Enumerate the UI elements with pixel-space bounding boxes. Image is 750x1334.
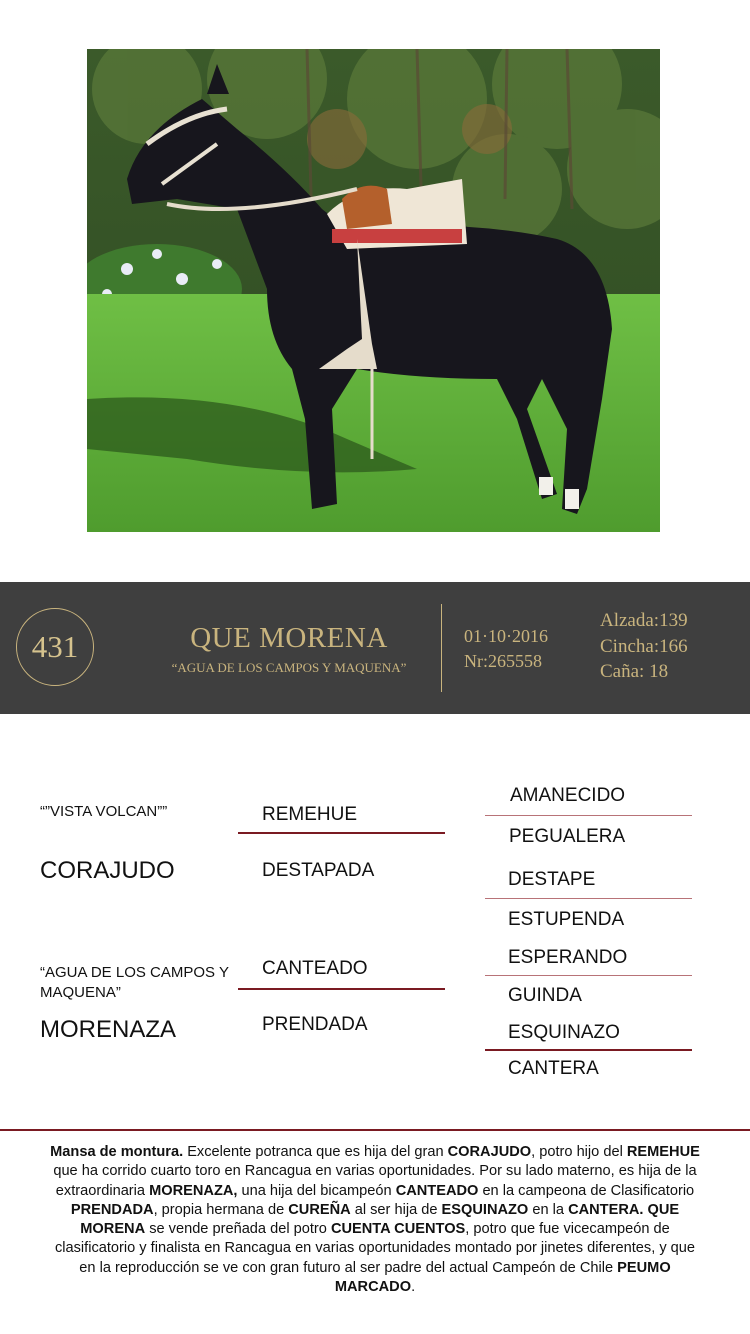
description-bold-text: PEUMO MARCADO bbox=[334, 1259, 671, 1296]
sire-dam: DESTAPADA bbox=[262, 860, 375, 881]
sire-name: CORAJUDO bbox=[40, 857, 175, 884]
description-text: en la bbox=[528, 1201, 569, 1218]
dam-sire: CANTEADO bbox=[262, 958, 368, 979]
birth-date: 01·10·2016 bbox=[464, 626, 548, 646]
horse-meta bbox=[464, 624, 548, 674]
cana-measure: Caña: 18 bbox=[600, 661, 669, 682]
description-text: al ser hija de bbox=[350, 1201, 442, 1218]
description-text: una hija del bicampeón bbox=[237, 1182, 396, 1199]
horse-measures bbox=[600, 608, 688, 685]
sire-breeder: “”VISTA VOLCAN”” bbox=[40, 803, 168, 820]
cincha-measure: Cincha:166 bbox=[600, 635, 688, 657]
description-bold-text: ESQUINAZO bbox=[441, 1201, 529, 1218]
description-text: , propia hermana de bbox=[153, 1201, 289, 1218]
description-bold-text: Mansa de montura. bbox=[50, 1144, 184, 1160]
description-divider bbox=[0, 1129, 750, 1131]
registry-number: Nr:265558 bbox=[464, 651, 542, 671]
lot-number-badge bbox=[16, 608, 94, 686]
lot-number: 431 bbox=[31, 629, 79, 664]
dam-sire-sire: ESPERANDO bbox=[508, 947, 628, 968]
pedigree-divider bbox=[485, 975, 692, 976]
description-text: , potro hijo del bbox=[531, 1144, 627, 1160]
alzada-measure: Alzada:139 bbox=[600, 610, 688, 631]
description-bold-text: CANTEADO bbox=[395, 1182, 479, 1199]
sire-sire-sire: AMANECIDO bbox=[510, 785, 626, 806]
dam-dam-sire: ESQUINAZO bbox=[508, 1022, 620, 1043]
description-text: , potro que fue vicecampeón de clasificatorio y finalista en Rancagua en varias oportunidades montado por jinetes diferentes, y que en la reproducción se ve con gran futuro al ser padre del actual Campeón de Chile bbox=[54, 1221, 696, 1276]
horse-name: QUE MORENA bbox=[190, 622, 388, 654]
pedigree-divider bbox=[238, 988, 445, 990]
description-bold-text: PRENDADA bbox=[70, 1201, 154, 1218]
dam-name: MORENAZA bbox=[40, 1016, 177, 1043]
description-text: que ha corrido cuarto toro en Rancagua en varias oportunidades. Por su lado materno, es hija de la extraordinaria bbox=[53, 1163, 697, 1199]
description-bold-text: CANTERA. QUE MORENA bbox=[80, 1201, 680, 1238]
band-divider bbox=[441, 604, 442, 692]
description-text: en la campeona de Clasificatorio bbox=[478, 1182, 695, 1199]
pedigree-divider bbox=[485, 1049, 692, 1051]
dam-dam: PRENDADA bbox=[262, 1014, 368, 1035]
dam-breeder: “AGUA DE LOS CAMPOS Y MAQUENA” bbox=[40, 964, 229, 1001]
description-bold-text: CORAJUDO bbox=[447, 1144, 532, 1160]
sire-dam-dam: ESTUPENDA bbox=[508, 909, 625, 930]
dam-dam-dam: CANTERA bbox=[508, 1058, 599, 1079]
pedigree-divider bbox=[485, 898, 692, 899]
pedigree-divider bbox=[485, 815, 692, 816]
horse-description bbox=[46, 1143, 704, 1297]
description-text: Excelente potranca que es hija del gran bbox=[183, 1144, 448, 1160]
description-bold-text: CUREÑA bbox=[288, 1201, 351, 1218]
sire-sire-dam: PEGUALERA bbox=[509, 826, 626, 847]
sire-dam-sire: DESTAPE bbox=[508, 869, 596, 890]
description-bold-text: CUENTA CUENTOS bbox=[330, 1221, 466, 1238]
description-bold-text: MORENAZA, bbox=[149, 1182, 238, 1199]
sire-sire: REMEHUE bbox=[262, 804, 358, 825]
description-bold-text: REMEHUE bbox=[626, 1144, 700, 1160]
pedigree-divider bbox=[238, 832, 445, 834]
info-band bbox=[0, 582, 750, 714]
horse-origin: “AGUA DE LOS CAMPOS Y MAQUENA” bbox=[171, 660, 407, 675]
description-text: se vende preñada del potro bbox=[145, 1221, 331, 1238]
description-text: . bbox=[411, 1279, 416, 1296]
dam-sire-dam: GUINDA bbox=[508, 985, 582, 1006]
horse-photo bbox=[87, 49, 660, 532]
